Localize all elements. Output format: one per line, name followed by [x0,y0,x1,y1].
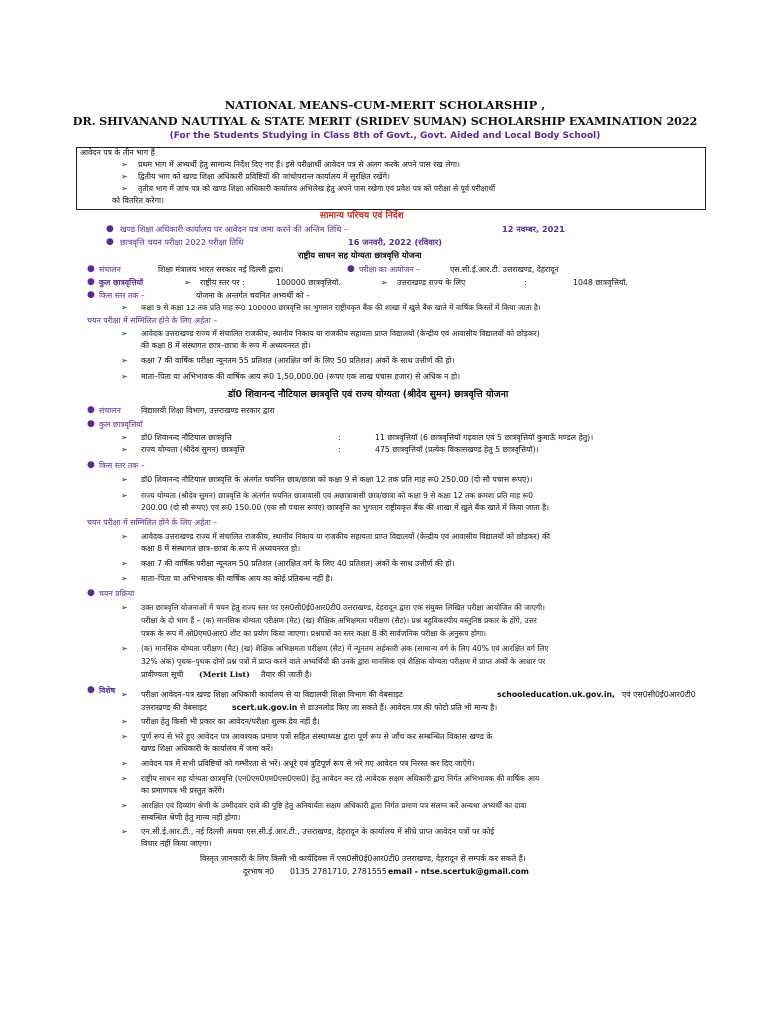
nmms-eligibility-item: माता–पिता या अभिभावक की वार्षिक आय रू0 1,50,000.00 (रूपए एक लाख पचास हजार) से अधिक न हो। [141,372,461,381]
state-eligibility-item: आवेदक उत्तराखण्ड राज्य में संचालित राजकीय, स्थानीय निकाय या राजकीय सहायता प्राप्त विद्यालयों (केन्द्रीय एवं आवासीय विद्यालयों को छोड़कर) की [141,532,550,541]
selection-line: प्रावीण्यता सूची [141,670,184,679]
arrow-icon: ➢ [121,574,128,583]
arrow-icon: ➢ [121,759,128,768]
nmms-conduct-value: शिक्षा मंत्रालय भारत सरकार नई दिल्ली द्वारा। [158,265,284,274]
nmms-organizer-value: एस.सी.ई.आर.टी. उत्तराखण्ड, देहरादून [450,265,559,274]
special-line: आवेदन पत्र में सभी प्रविष्टियों को गम्भीरता से भरें। अधूरे एवं त्रुटिपूर्ण रूप से भरे गए आवेदन पत्र निरस्त कर दिए जाएँगे। [141,759,475,768]
title-line-1: NATIONAL MEANS-CUM-MERIT SCHOLARSHIP , [224,98,546,112]
special-line: से डाउनलोड किए जा सकते हैं। आवेदन पत्र की फोटो प्रति भी मान्य है। [300,703,498,712]
footer-email: email - ntse.scertuk@gmail.com [388,867,529,876]
box-item: तृतीय भाग में जांच पत्र को खण्ड शिक्षा अधिकारी कार्यालय अभिलेख हेतु अपने पास रखेगा एवं प्रवेश पत्र को परीक्षा से पूर्व परीक्षार्थी [138,184,496,193]
arrow-icon: ➢ [121,532,128,541]
selection-line: 32% अंक) पृथक–पृथक दोनों प्रश्न पत्रों में प्राप्त करने वाले अभ्यर्थियों की उनके द्वारा मानसिक एवं शैक्षिक योग्यता परीक्षण में प्राप्त अंकों के आधार पर [141,657,546,666]
nmms-conduct-label: संचालन [99,265,121,274]
arrow-icon: ➢ [121,372,128,381]
bullet-icon: ● [87,685,95,695]
nmms-eligibility-item: आवेदक उत्तराखण्ड राज्य में संचालित राजकीय, स्थानीय निकाय या राजकीय सहायता प्राप्त विद्यालयों (केन्द्रीय एवं आवासीय विद्यालयों को छोड़कर) [141,329,540,338]
arrow-icon: ➢ [121,559,128,568]
nmms-eligibility-heading: चयन परीक्षा में सम्मिलित होने के लिए अर्हता – [87,316,218,325]
bullet-icon: ● [87,588,95,598]
arrow-icon: ➢ [121,356,128,365]
special-line: का प्रमाणपत्र भी प्रस्तुत करेंगे। [141,786,225,795]
special-line: राष्ट्रीय साधन सह योग्यता छात्रवृत्ति (एन0एम0एम0एस0एस0) हेतु आवेदन कर रहे आवेदक सक्षम अधिकारी द्वारा निर्गत अभिभावक की वार्षिक आय [141,774,540,783]
last-date-value: 12 नवम्बर, 2021 [502,224,565,234]
state-total-label: कुल छात्रवृत्तियॉ [99,420,143,429]
box-item: प्रथम भाग में अभ्यर्थी हेतु सामान्य निर्देश दिए गए हैं। इसे परीक्षार्थी आवेदन पत्र से अलग करके अपने पास रख लेगा। [138,160,460,169]
state-conduct-label: संचालन [99,406,121,415]
arrow-icon: ➢ [121,172,128,181]
nmms-eligibility-item: की कक्षा 8 में संस्थागत छात्र–छात्रा के रूप में अध्ययनरत हो। [141,341,311,350]
exam-date-label: छात्रवृत्ति चयन परीक्षा 2022 परीक्षा तिथि [120,237,244,247]
bullet-icon: ● [87,290,95,300]
arrow-icon: ➢ [121,717,128,726]
arrow-icon: ➢ [121,491,128,500]
nmms-state-value: 1048 छात्रवृत्तियॉ. [573,278,628,287]
state-level-label: किस स्तर तक – [99,461,145,470]
footer-phone: 0135 2781710, 2781555 [290,867,387,876]
selection-line: पत्रक के रूप में ओ0एम0आर0 शीट का प्रयोग किया जाएगा। प्रश्नपत्रों का स्तर कक्षा 8 की सार्वजनिक परीक्षा के अनुरूप होगा। [141,629,487,638]
nmms-total-label: कुल छात्रवृत्तियॉ [99,278,144,287]
arrow-icon: ➢ [121,329,128,338]
footer-info: विस्तृत जानकारी के लिए किसी भी कार्यदिवस में एस0सी0ई0आर0टी0 उत्तराखण्ड, देहरादून से सम्पर्क कर सकते हैं। [200,854,526,863]
special-line: विचार नहीं किया जाएगा। [141,839,212,848]
state-eligibility-item: कक्षा 8 में संस्थागत छात्र–छात्रा के रूप में अध्ययनरत हो। [141,544,301,553]
nmms-eligibility-item: कक्षा 7 की वार्षिक परीक्षा न्यूनतम 55 प्रतिशत (आरक्षित वर्ग के लिए 50 प्रतिशत) अंकों के साथ उत्तीर्ण की हो। [141,356,455,365]
state-scholarship-a-value: 11 छात्रवृत्तियॉ (6 छात्रवृत्तियॉ गढ़वाल एवं 5 छात्रवृत्तियॉ कुमाऊँ मण्डल हेतु)। [375,433,594,442]
state-scholarship-b-value: 475 छात्रवृत्तियॉ (प्रत्येक विकासखण्ड हेतु 5 छात्रवृत्तियॉ)। [375,445,539,454]
arrow-icon: ➢ [121,445,128,454]
state-eligibility-item: कक्षा 7 की वार्षिक परीक्षा न्यूनतम 50 प्रतिशत (आरक्षित वर्ग के लिए 40 प्रतिशत) अंकों के साथ उत्तीर्ण की हो। [141,559,455,568]
title-subtitle: (For the Students Studying in Class 8th of Govt., Govt. Aided and Local Body School) [169,131,601,141]
nmms-state-colon: : [524,278,527,287]
state-scholarship-a: डॉ0 शिवानन्द नौटियाल छात्रवृत्ति [141,433,232,442]
state-scholarship-b: राज्य योग्यता (श्रीदेव सुमन) छात्रवृत्ति [141,445,245,454]
special-line: आरक्षित एवं दिव्यांग श्रेणी के उम्मीदवार दावे की पुष्टि हेतु अनिवार्यतः सक्षम अधिकारी द्वारा निर्गत प्रमाण पत्र संलग्न करें अन्यथा अभ्यर्थी का दावा [141,801,527,810]
bullet-icon: ● [87,405,95,415]
special-website-1: schooleducation.uk.gov.in, [497,690,615,699]
arrow-icon: ➢ [381,278,388,287]
nmms-national-value: 100000 छात्रवृत्तियॉ. [276,278,341,287]
nmms-national-label: राष्ट्रीय स्तर पर : [200,278,245,287]
arrow-icon: ➢ [121,690,128,699]
selection-line: (क) मानसिक योग्यता परीक्षण (मैट) (ख) शैक्षिक अभिक्षमता परीक्षण (सैट) में न्यूनतम अर्हकारी अंक (सामान्य वर्ग के लिए 40% एवं आरक्षित वर्ग लिए [141,644,549,653]
special-label: विशेष [99,686,116,695]
special-line: सम्बन्धित श्रेणी हेतु मान्य नहीं होगा। [141,813,241,822]
exam-date-value: 16 जनवरी, 2022 (रविवार) [348,237,443,247]
nmms-level-item: कक्षा 9 से कक्षा 12 तक प्रति माह रू0 100000 छात्रवृत्ति का भुगतान राष्ट्रीयकृत बैंक की शाखा में खुले बैंक खाते में वार्षिक किस्तों में किया जाता है। [141,303,541,312]
arrow-icon: ➢ [184,278,191,287]
special-line: परीक्षा आवेदन–पत्र खण्ड शिक्षा अधिकारी कार्यालय से या विद्यालयी शिक्षा विभाग की वेबसाइट [141,690,403,699]
arrow-icon: ➢ [121,433,128,442]
arrow-icon: ➢ [121,732,128,741]
state-eligibility-heading: चयन परीक्षा में सम्मिलित होने के लिए अर्हता – [87,518,218,527]
state-colon: : [338,433,341,442]
special-line: एन.सी.ई.आर.टी., नई दिल्ली अथवा एस.सी.ई.आर.टी., उत्तराखण्ड, देहरादून के कार्यालय में सीधे प्राप्त आवेदन पत्रों पर कोई [141,827,495,836]
bullet-icon: ● [87,419,95,429]
special-website-2: scert.uk.gov.in [232,703,298,712]
special-line: परीक्षा हेतु किसी भी प्रकार का आवेदन/परीक्षा शुल्क देय नहीं है। [141,717,320,726]
bullet-icon: ● [347,264,355,274]
arrow-icon: ➢ [121,644,128,653]
selection-label: चयन प्रक्रिया [99,589,135,598]
nmms-level-label: किस स्तर तक – [99,291,145,300]
state-heading: डॉ0 शिवानन्द नौटियाल छात्रवृत्ति एवं राज्य योग्यता (श्रीदेव सुमन) छात्रवृत्ति योजना [228,389,509,400]
selection-line: उक्त छात्रवृत्ति योजनाओं में चयन हेतु राज्य स्तर पर एस0सी0ई0आर0टी0 उत्तराखण्ड, देहरादून द्वारा एक संयुक्त लिखित परीक्षा आयोजित की जाएगी। [141,603,545,612]
state-level-item: राज्य योग्यता (श्रीदेव सुमन) छात्रवृत्ति के अंतर्गत चयनित छात्रावासी एवं अछात्रावासी छात्र/छात्रा को कक्षा 9 से कक्षा 12 तक क्रमशः प्रति माह रू0 [141,491,534,500]
special-line: एवं एस0सी0ई0आर0टी0 [622,690,696,699]
bullet-icon: ● [106,237,114,247]
title-line-2: DR. SHIVANAND NAUTIYAL & STATE MERIT (SRIDEV SUMAN) SCHOLARSHIP EXAMINATION 2022 [72,114,698,128]
arrow-icon: ➢ [121,184,128,193]
nmms-organizer-label: परीक्षा का आयोजन – [359,265,421,274]
bullet-icon: ● [87,460,95,470]
arrow-icon: ➢ [121,827,128,836]
box-heading: आवेदन पत्र के तीन भाग हैं [80,148,155,157]
state-colon: : [338,445,341,454]
bullet-icon: ● [106,224,114,234]
special-line: खण्ड शिक्षा अधिकारी के कार्यालय में जमा करें। [141,744,274,753]
nmms-heading: राष्ट्रीय साधन सह योग्यता छात्रवृत्ति योजना [298,250,422,260]
arrow-icon: ➢ [121,303,128,312]
arrow-icon: ➢ [121,603,128,612]
merit-list-label: (Merit List) [199,670,250,679]
bullet-icon: ● [87,264,95,274]
nmms-level-value: योजना के अन्तर्गत चयनित अभ्यर्थी को – [196,291,311,300]
footer-phone-label: दूरभाष नं0 [243,867,275,876]
state-level-item: डॉ0 शिवानन्द नौटियाल छात्रवृत्ति के अंतर्गत चयनित छात्र/छात्रा को कक्षा 9 से कक्षा 12 तक प्रति माह रू0 250.00 (दो सौ पचास रूपए)। [141,475,533,484]
bullet-icon: ● [87,277,95,287]
special-line: उत्तराखण्ड की वेबसाइट [141,703,207,712]
selection-line: तैयार की जाती है। [261,670,312,679]
arrow-icon: ➢ [121,801,128,810]
box-item: को वितरित करेगा। [112,196,164,205]
general-heading: सामान्य परिचय एवं निर्देश [320,211,404,221]
selection-line: परीक्षा के दो भाग हैं – (क) मानसिक योग्यता परीक्षण (मैट) (ख) शैक्षिक अभिक्षमता परीक्षण (सैट)। प्रश्न बहुविकल्पीय वस्तुनिष्ठ प्रकार के होंगे, उत्तर [141,616,537,625]
arrow-icon: ➢ [121,774,128,783]
special-line: पूर्ण रूप से भरे हुए आवेदन पत्र आवश्यक प्रमाण पत्रों सहित संस्थाध्यक्ष द्वारा पूर्ण रूप से जाँच कर सम्बन्धित विकास खण्ड के [141,732,493,741]
last-date-label: खण्ड शिक्षा अधिकारी कार्यालय पर आवेदन पत्र जमा करने की अन्तिम तिथि – [120,224,349,234]
state-level-item: 200.00 (दो सौ रूपए) एवं रू0 150.00 (एक सौ पचास रूपए) छात्रवृत्ति का भुगतान राष्ट्रीयकृत बैंक की शाखा में खुले बैंक खाते में किया जाता है। [141,503,550,512]
state-conduct-value: विद्यालयी शिक्षा विभाग, उत्तराखण्ड सरकार द्वारा [141,406,275,415]
box-item: द्वितीय भाग को खण्ड शिक्षा अधिकारी प्रविष्टियों की जांचोपरान्त कार्यालय में सुरक्षित रखेंगे। [138,172,390,181]
arrow-icon: ➢ [121,160,128,169]
arrow-icon: ➢ [121,475,128,484]
state-eligibility-item: माता–पिता या अभिभावक की वार्षिक आय का कोई प्रतिबन्ध नहीं है। [141,574,333,583]
nmms-state-label: उत्तराखण्ड राज्य के लिए [397,278,466,287]
